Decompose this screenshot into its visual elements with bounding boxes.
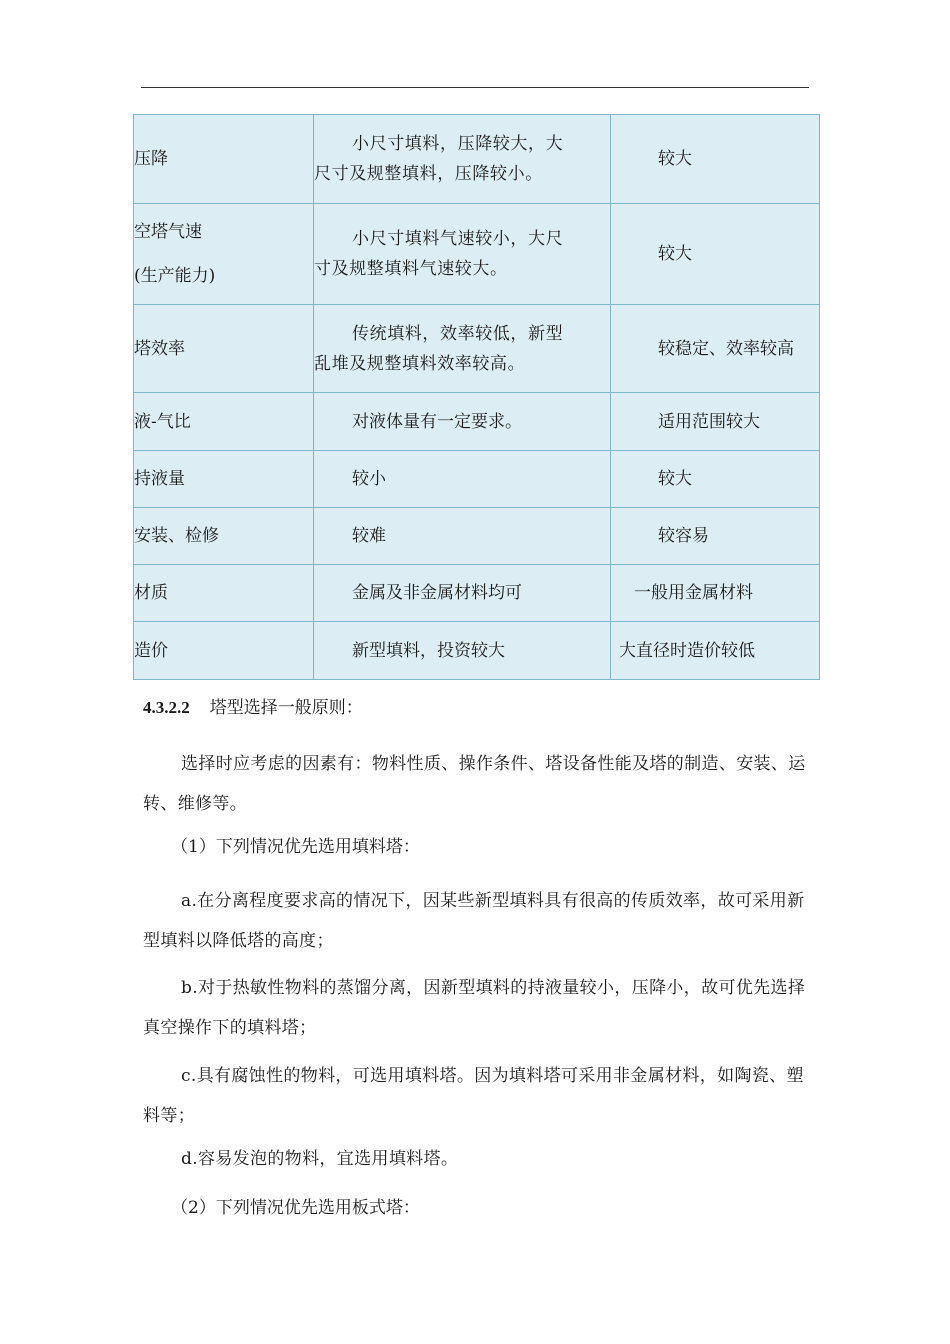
packing-cell: 传统填料，效率较低，新型 乱堆及规整填料效率较高。 bbox=[314, 305, 611, 393]
list-heading: （2）下列情况优先选用板式塔： bbox=[171, 1198, 420, 1218]
table-row bbox=[134, 393, 820, 451]
plate-cell: 较大 bbox=[611, 451, 820, 508]
plate-cell: 大直径时造价较低 bbox=[611, 622, 820, 680]
plate-cell: 较大 bbox=[611, 204, 820, 305]
plate-cell: 较稳定、效率较高 bbox=[611, 305, 820, 393]
section-number: 4.3.2.2 bbox=[143, 698, 190, 717]
table-row bbox=[134, 622, 820, 680]
packing-cell: 小尺寸填料气速较小，大尺 寸及规整填料气速较大。 bbox=[314, 204, 611, 305]
table-row bbox=[134, 565, 820, 622]
plate-cell: 适用范围较大 bbox=[611, 393, 820, 451]
packing-cell: 较小 bbox=[314, 451, 611, 508]
table-row bbox=[134, 204, 820, 305]
plate-cell: 较大 bbox=[611, 115, 820, 204]
paragraph: 选择时应考虑的因素有：物料性质、操作条件、塔设备性能及塔的制造、安装、运转、维修等。 bbox=[143, 754, 806, 814]
list-item: c.具有腐蚀性的物料，可选用填料塔。因为填料塔可采用非金属材料，如陶瓷、塑料等； bbox=[143, 1066, 804, 1126]
row-label: 压降 bbox=[134, 115, 314, 204]
row-label: 空塔气速 (生产能力) bbox=[134, 204, 314, 305]
row-label: 持液量 bbox=[134, 451, 314, 508]
section-title: 塔型选择一般原则： bbox=[209, 698, 363, 718]
table-row bbox=[134, 115, 820, 204]
comparison-table bbox=[133, 114, 820, 680]
plate-cell: 一般用金属材料 bbox=[611, 565, 820, 622]
packing-cell: 小尺寸填料，压降较大，大 尺寸及规整填料，压降较小。 bbox=[314, 115, 611, 204]
table-row bbox=[134, 305, 820, 393]
list-item: a.在分离程度要求高的情况下，因某些新型填料具有很高的传质效率，故可采用新型填料以降低塔的高度； bbox=[143, 891, 805, 951]
row-label: 液-气比 bbox=[134, 393, 314, 451]
list-item: b.对于热敏性物料的蒸馏分离，因新型填料的持液量较小，压降小，故可优先选择真空操作下的填料塔； bbox=[143, 978, 806, 1038]
row-label: 安装、检修 bbox=[134, 508, 314, 565]
packing-cell: 新型填料，投资较大 bbox=[314, 622, 611, 680]
packing-cell: 对液体量有一定要求。 bbox=[314, 393, 611, 451]
table-row bbox=[134, 508, 820, 565]
plate-cell: 较容易 bbox=[611, 508, 820, 565]
section-heading bbox=[143, 693, 811, 723]
packing-cell: 金属及非金属材料均可 bbox=[314, 565, 611, 622]
list-item: d.容易发泡的物料，宜选用填料塔。 bbox=[181, 1149, 459, 1169]
header-rule bbox=[141, 87, 809, 88]
row-label: 材质 bbox=[134, 565, 314, 622]
row-label: 塔效率 bbox=[134, 305, 314, 393]
list-heading: （1）下列情况优先选用填料塔： bbox=[171, 837, 420, 857]
row-label: 造价 bbox=[134, 622, 314, 680]
table-row bbox=[134, 451, 820, 508]
packing-cell: 较难 bbox=[314, 508, 611, 565]
